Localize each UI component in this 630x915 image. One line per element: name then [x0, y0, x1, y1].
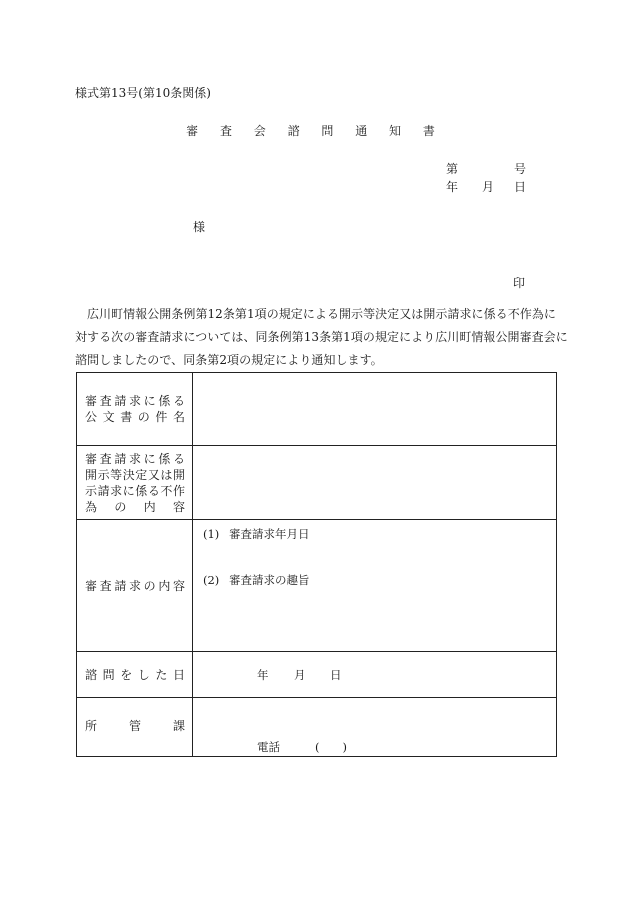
issue-date-line [446, 178, 526, 195]
document-number-line [446, 160, 526, 177]
label-line: 審査請求に係る [85, 394, 185, 408]
field-department[interactable] [193, 698, 557, 757]
label-line: 審査請求に係る [85, 451, 185, 466]
issue-date-month: 月 [482, 180, 495, 194]
label-line: 為の内容 [85, 499, 185, 514]
addressee-honorific: 様 [193, 220, 206, 234]
item-number: (1) [203, 527, 220, 541]
label-inquiry-date [77, 652, 193, 698]
field-decision-content[interactable] [193, 446, 557, 520]
request-date-item [203, 526, 310, 542]
form-number: 様式第13号(第10条関係) [75, 86, 211, 100]
label-decision-content [77, 446, 193, 520]
table-row [77, 652, 557, 698]
issue-date-year: 年 [446, 180, 459, 194]
notice-body-line: 広川町情報公開条例第12条第1項の規定による開示等決定又は開示請求に係る不作為に [87, 307, 556, 321]
item-label: 審査請求年月日 [229, 527, 310, 541]
inquiry-month: 月 [294, 668, 306, 682]
item-number: (2) [203, 573, 220, 587]
notice-body [75, 303, 568, 372]
request-detail-table [76, 372, 557, 757]
inquiry-day: 日 [330, 668, 342, 682]
table-row [77, 698, 557, 757]
label-line: 所管課 [85, 719, 185, 733]
phone-paren: ( ) [315, 740, 347, 754]
label-line: 審査請求の内容 [85, 578, 185, 593]
issue-date-day: 日 [513, 180, 526, 194]
label-document-name [77, 373, 193, 446]
seal-mark: 印 [513, 276, 526, 290]
label-line: 公文書の件名 [85, 410, 185, 424]
number-prefix: 第 [446, 162, 459, 176]
label-line: 諮問をした日 [85, 667, 185, 682]
field-request-content[interactable] [193, 520, 557, 652]
table-row [77, 373, 557, 446]
label-line: 開示等決定又は開 [85, 467, 185, 482]
phone-label: 電話 [257, 740, 280, 754]
item-label: 審査請求の趣旨 [229, 573, 310, 587]
request-purpose-item [203, 572, 310, 588]
label-request-content [77, 520, 193, 652]
field-inquiry-date[interactable] [193, 652, 557, 698]
number-suffix: 号 [513, 162, 526, 176]
inquiry-year: 年 [257, 668, 269, 682]
notice-body-line: 諮問しましたので、同条第2項の規定により通知します。 [75, 353, 383, 367]
label-department [77, 698, 193, 757]
document-title: 審 査 会 諮 問 通 知 書 [186, 124, 444, 138]
table-row [77, 446, 557, 520]
notice-body-line: 対する次の審査請求については、同条例第13条第1項の規定により広川町情報公開審査会に [75, 330, 568, 344]
label-line: 示請求に係る不作 [85, 483, 185, 498]
table-row [77, 520, 557, 652]
field-document-name[interactable] [193, 373, 557, 446]
